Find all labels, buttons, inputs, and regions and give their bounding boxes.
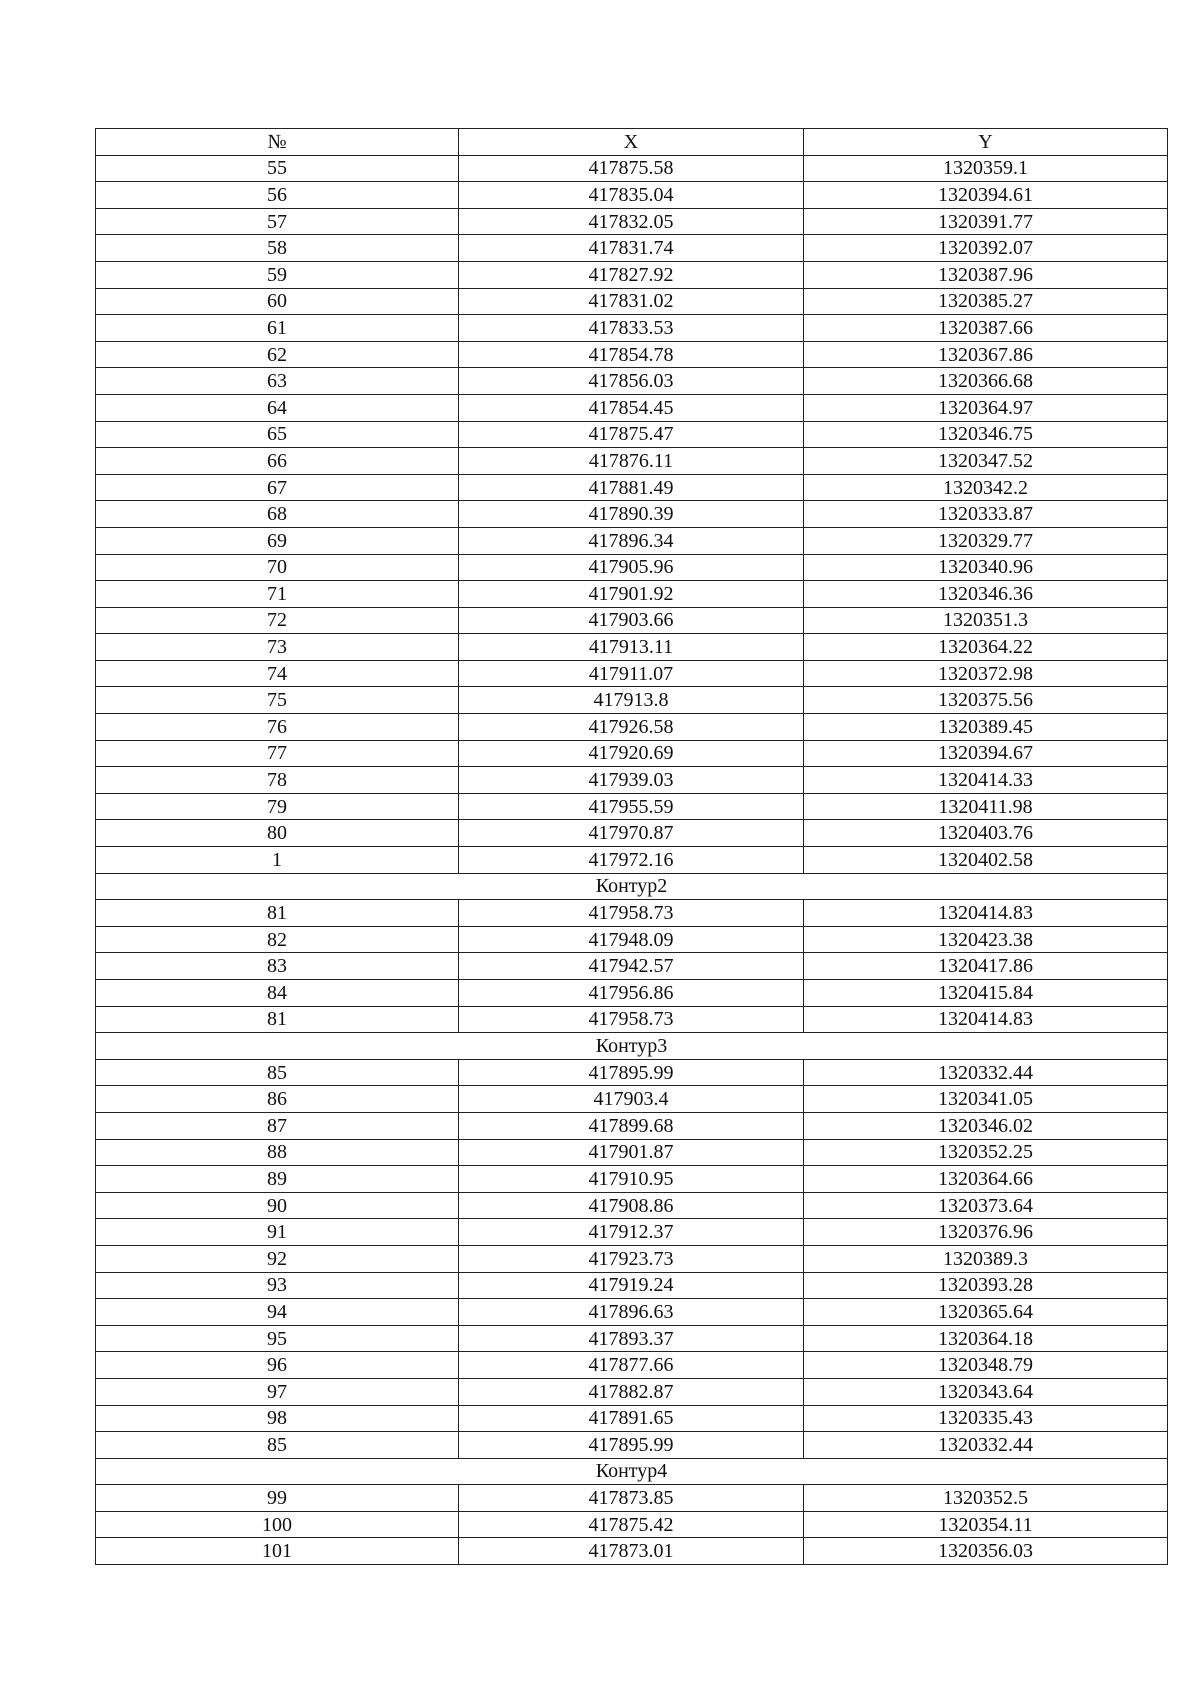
table-row: [96, 394, 1168, 421]
point-number-cell: 66: [96, 448, 459, 475]
x-coordinate-cell: 417926.58: [459, 714, 804, 741]
point-number-cell: 60: [96, 288, 459, 315]
header-y: Y: [804, 129, 1168, 156]
point-number-cell: 95: [96, 1325, 459, 1352]
y-coordinate-cell: 1320391.77: [804, 208, 1168, 235]
header-x: X: [459, 129, 804, 156]
x-coordinate-cell: 417910.95: [459, 1166, 804, 1193]
x-coordinate-cell: 417854.78: [459, 341, 804, 368]
y-coordinate-cell: 1320389.45: [804, 714, 1168, 741]
y-coordinate-cell: 1320354.11: [804, 1511, 1168, 1538]
coordinates-table: [95, 128, 1168, 1565]
y-coordinate-cell: 1320347.52: [804, 448, 1168, 475]
x-coordinate-cell: 417912.37: [459, 1219, 804, 1246]
x-coordinate-cell: 417913.8: [459, 687, 804, 714]
x-coordinate-cell: 417903.4: [459, 1086, 804, 1113]
x-coordinate-cell: 417908.86: [459, 1192, 804, 1219]
section-title-row: [96, 873, 1168, 900]
point-number-cell: 84: [96, 980, 459, 1007]
y-coordinate-cell: 1320394.61: [804, 182, 1168, 209]
section-title-row: [96, 1458, 1168, 1485]
x-coordinate-cell: 417958.73: [459, 900, 804, 927]
table-row: [96, 208, 1168, 235]
x-coordinate-cell: 417876.11: [459, 448, 804, 475]
header-number: №: [96, 129, 459, 156]
y-coordinate-cell: 1320332.44: [804, 1432, 1168, 1459]
y-coordinate-cell: 1320348.79: [804, 1352, 1168, 1379]
point-number-cell: 91: [96, 1219, 459, 1246]
point-number-cell: 73: [96, 634, 459, 661]
point-number-cell: 81: [96, 1006, 459, 1033]
x-coordinate-cell: 417873.01: [459, 1538, 804, 1565]
section-title: Контур3: [96, 1033, 1168, 1060]
x-coordinate-cell: 417854.45: [459, 394, 804, 421]
y-coordinate-cell: 1320356.03: [804, 1538, 1168, 1565]
y-coordinate-cell: 1320394.67: [804, 740, 1168, 767]
table-row: [96, 1112, 1168, 1139]
point-number-cell: 64: [96, 394, 459, 421]
x-coordinate-cell: 417905.96: [459, 554, 804, 581]
y-coordinate-cell: 1320417.86: [804, 953, 1168, 980]
point-number-cell: 92: [96, 1245, 459, 1272]
x-coordinate-cell: 417901.92: [459, 581, 804, 608]
point-number-cell: 58: [96, 235, 459, 262]
table-row: [96, 1405, 1168, 1432]
point-number-cell: 99: [96, 1485, 459, 1512]
point-number-cell: 1: [96, 847, 459, 874]
x-coordinate-cell: 417896.34: [459, 527, 804, 554]
y-coordinate-cell: 1320375.56: [804, 687, 1168, 714]
y-coordinate-cell: 1320387.66: [804, 315, 1168, 342]
table-row: [96, 687, 1168, 714]
table-row: [96, 527, 1168, 554]
x-coordinate-cell: 417923.73: [459, 1245, 804, 1272]
point-number-cell: 72: [96, 607, 459, 634]
table-row: [96, 740, 1168, 767]
x-coordinate-cell: 417903.66: [459, 607, 804, 634]
table-row: [96, 1352, 1168, 1379]
table-row: [96, 421, 1168, 448]
point-number-cell: 80: [96, 820, 459, 847]
y-coordinate-cell: 1320335.43: [804, 1405, 1168, 1432]
point-number-cell: 81: [96, 900, 459, 927]
point-number-cell: 74: [96, 660, 459, 687]
table-row: [96, 1378, 1168, 1405]
x-coordinate-cell: 417881.49: [459, 474, 804, 501]
y-coordinate-cell: 1320393.28: [804, 1272, 1168, 1299]
table-row: [96, 660, 1168, 687]
x-coordinate-cell: 417831.02: [459, 288, 804, 315]
x-coordinate-cell: 417831.74: [459, 235, 804, 262]
point-number-cell: 67: [96, 474, 459, 501]
point-number-cell: 94: [96, 1299, 459, 1326]
point-number-cell: 93: [96, 1272, 459, 1299]
table-row: [96, 474, 1168, 501]
point-number-cell: 76: [96, 714, 459, 741]
y-coordinate-cell: 1320385.27: [804, 288, 1168, 315]
table-row: [96, 1219, 1168, 1246]
x-coordinate-cell: 417827.92: [459, 261, 804, 288]
point-number-cell: 63: [96, 368, 459, 395]
point-number-cell: 97: [96, 1378, 459, 1405]
x-coordinate-cell: 417939.03: [459, 767, 804, 794]
point-number-cell: 88: [96, 1139, 459, 1166]
x-coordinate-cell: 417893.37: [459, 1325, 804, 1352]
y-coordinate-cell: 1320352.25: [804, 1139, 1168, 1166]
point-number-cell: 70: [96, 554, 459, 581]
y-coordinate-cell: 1320411.98: [804, 793, 1168, 820]
y-coordinate-cell: 1320364.66: [804, 1166, 1168, 1193]
x-coordinate-cell: 417901.87: [459, 1139, 804, 1166]
point-number-cell: 65: [96, 421, 459, 448]
point-number-cell: 59: [96, 261, 459, 288]
point-number-cell: 61: [96, 315, 459, 342]
point-number-cell: 87: [96, 1112, 459, 1139]
y-coordinate-cell: 1320387.96: [804, 261, 1168, 288]
y-coordinate-cell: 1320373.64: [804, 1192, 1168, 1219]
y-coordinate-cell: 1320333.87: [804, 501, 1168, 528]
point-number-cell: 68: [96, 501, 459, 528]
x-coordinate-cell: 417896.63: [459, 1299, 804, 1326]
table-row: [96, 1192, 1168, 1219]
table-row: [96, 1245, 1168, 1272]
table-row: [96, 1299, 1168, 1326]
y-coordinate-cell: 1320340.96: [804, 554, 1168, 581]
y-coordinate-cell: 1320343.64: [804, 1378, 1168, 1405]
y-coordinate-cell: 1320346.36: [804, 581, 1168, 608]
point-number-cell: 83: [96, 953, 459, 980]
x-coordinate-cell: 417956.86: [459, 980, 804, 1007]
table-row: [96, 1511, 1168, 1538]
table-row: [96, 1086, 1168, 1113]
y-coordinate-cell: 1320346.02: [804, 1112, 1168, 1139]
y-coordinate-cell: 1320352.5: [804, 1485, 1168, 1512]
y-coordinate-cell: 1320351.3: [804, 607, 1168, 634]
point-number-cell: 96: [96, 1352, 459, 1379]
y-coordinate-cell: 1320342.2: [804, 474, 1168, 501]
point-number-cell: 98: [96, 1405, 459, 1432]
header-row: [96, 129, 1168, 156]
point-number-cell: 86: [96, 1086, 459, 1113]
table-row: [96, 1006, 1168, 1033]
point-number-cell: 101: [96, 1538, 459, 1565]
y-coordinate-cell: 1320423.38: [804, 926, 1168, 953]
table-row: [96, 288, 1168, 315]
x-coordinate-cell: 417873.85: [459, 1485, 804, 1512]
table-row: [96, 900, 1168, 927]
point-number-cell: 77: [96, 740, 459, 767]
table-row: [96, 182, 1168, 209]
point-number-cell: 82: [96, 926, 459, 953]
x-coordinate-cell: 417875.58: [459, 155, 804, 182]
x-coordinate-cell: 417942.57: [459, 953, 804, 980]
table-row: [96, 607, 1168, 634]
table-row: [96, 714, 1168, 741]
table-row: [96, 847, 1168, 874]
table-row: [96, 1538, 1168, 1565]
table-row: [96, 315, 1168, 342]
y-coordinate-cell: 1320364.22: [804, 634, 1168, 661]
section-title: Контур2: [96, 873, 1168, 900]
y-coordinate-cell: 1320367.86: [804, 341, 1168, 368]
y-coordinate-cell: 1320359.1: [804, 155, 1168, 182]
table-row: [96, 1485, 1168, 1512]
y-coordinate-cell: 1320346.75: [804, 421, 1168, 448]
x-coordinate-cell: 417895.99: [459, 1059, 804, 1086]
table-row: [96, 235, 1168, 262]
y-coordinate-cell: 1320332.44: [804, 1059, 1168, 1086]
y-coordinate-cell: 1320415.84: [804, 980, 1168, 1007]
table-row: [96, 926, 1168, 953]
table-row: [96, 634, 1168, 661]
y-coordinate-cell: 1320376.96: [804, 1219, 1168, 1246]
x-coordinate-cell: 417891.65: [459, 1405, 804, 1432]
point-number-cell: 69: [96, 527, 459, 554]
y-coordinate-cell: 1320414.33: [804, 767, 1168, 794]
y-coordinate-cell: 1320402.58: [804, 847, 1168, 874]
point-number-cell: 56: [96, 182, 459, 209]
table-row: [96, 767, 1168, 794]
table-row: [96, 953, 1168, 980]
y-coordinate-cell: 1320389.3: [804, 1245, 1168, 1272]
x-coordinate-cell: 417948.09: [459, 926, 804, 953]
y-coordinate-cell: 1320372.98: [804, 660, 1168, 687]
point-number-cell: 57: [96, 208, 459, 235]
table-header: [96, 129, 1168, 156]
point-number-cell: 100: [96, 1511, 459, 1538]
y-coordinate-cell: 1320414.83: [804, 1006, 1168, 1033]
point-number-cell: 75: [96, 687, 459, 714]
y-coordinate-cell: 1320329.77: [804, 527, 1168, 554]
table-row: [96, 1272, 1168, 1299]
point-number-cell: 85: [96, 1432, 459, 1459]
point-number-cell: 55: [96, 155, 459, 182]
table-row: [96, 368, 1168, 395]
x-coordinate-cell: 417875.47: [459, 421, 804, 448]
x-coordinate-cell: 417899.68: [459, 1112, 804, 1139]
y-coordinate-cell: 1320414.83: [804, 900, 1168, 927]
table-body: [96, 155, 1168, 1564]
table-row: [96, 501, 1168, 528]
x-coordinate-cell: 417958.73: [459, 1006, 804, 1033]
table-row: [96, 1059, 1168, 1086]
table-row: [96, 1325, 1168, 1352]
section-title: Контур4: [96, 1458, 1168, 1485]
x-coordinate-cell: 417882.87: [459, 1378, 804, 1405]
table-row: [96, 1166, 1168, 1193]
x-coordinate-cell: 417911.07: [459, 660, 804, 687]
table-row: [96, 820, 1168, 847]
x-coordinate-cell: 417895.99: [459, 1432, 804, 1459]
x-coordinate-cell: 417833.53: [459, 315, 804, 342]
point-number-cell: 62: [96, 341, 459, 368]
table-row: [96, 448, 1168, 475]
y-coordinate-cell: 1320341.05: [804, 1086, 1168, 1113]
point-number-cell: 79: [96, 793, 459, 820]
table-row: [96, 261, 1168, 288]
point-number-cell: 90: [96, 1192, 459, 1219]
point-number-cell: 89: [96, 1166, 459, 1193]
x-coordinate-cell: 417832.05: [459, 208, 804, 235]
x-coordinate-cell: 417920.69: [459, 740, 804, 767]
table-row: [96, 155, 1168, 182]
table-row: [96, 980, 1168, 1007]
x-coordinate-cell: 417835.04: [459, 182, 804, 209]
table-row: [96, 793, 1168, 820]
x-coordinate-cell: 417955.59: [459, 793, 804, 820]
point-number-cell: 78: [96, 767, 459, 794]
x-coordinate-cell: 417890.39: [459, 501, 804, 528]
x-coordinate-cell: 417877.66: [459, 1352, 804, 1379]
y-coordinate-cell: 1320364.97: [804, 394, 1168, 421]
point-number-cell: 85: [96, 1059, 459, 1086]
table-row: [96, 1139, 1168, 1166]
x-coordinate-cell: 417970.87: [459, 820, 804, 847]
x-coordinate-cell: 417919.24: [459, 1272, 804, 1299]
table-row: [96, 341, 1168, 368]
table-row: [96, 1432, 1168, 1459]
x-coordinate-cell: 417972.16: [459, 847, 804, 874]
y-coordinate-cell: 1320364.18: [804, 1325, 1168, 1352]
x-coordinate-cell: 417913.11: [459, 634, 804, 661]
table-row: [96, 554, 1168, 581]
point-number-cell: 71: [96, 581, 459, 608]
y-coordinate-cell: 1320392.07: [804, 235, 1168, 262]
y-coordinate-cell: 1320403.76: [804, 820, 1168, 847]
section-title-row: [96, 1033, 1168, 1060]
y-coordinate-cell: 1320365.64: [804, 1299, 1168, 1326]
table-row: [96, 581, 1168, 608]
x-coordinate-cell: 417856.03: [459, 368, 804, 395]
x-coordinate-cell: 417875.42: [459, 1511, 804, 1538]
y-coordinate-cell: 1320366.68: [804, 368, 1168, 395]
